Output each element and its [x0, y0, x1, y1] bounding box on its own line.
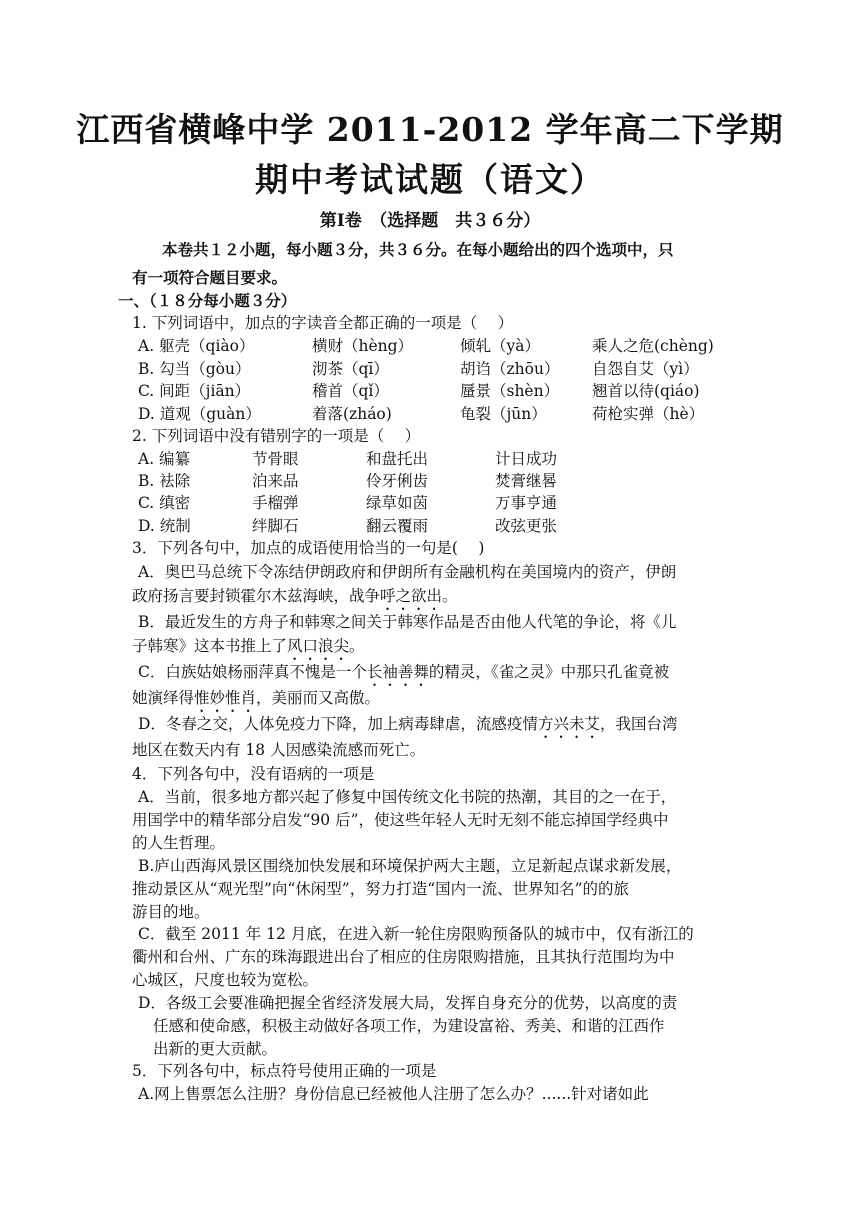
q4-option-c-line2: 衢州和台州、广东的珠海跟进出台了相应的住房限购措施，且其执行范围均为中 — [132, 948, 675, 966]
q3-option-d-line1: D．冬春之交，人体免疫力下降，加上病毒肆虐，流感疫情方兴未艾，我国台湾 — [138, 715, 678, 733]
q2-option-b-1: B. 袪除 — [138, 472, 191, 490]
q1-option-c-4: 翘首以待(qiáo) — [592, 382, 700, 400]
q2-option-c-4: 万事亨通 — [495, 494, 558, 512]
q1-option-b-3: 胡诌（zhōu） — [460, 360, 560, 378]
q1-option-c-1: C. 间距（jiān） — [138, 382, 251, 400]
q4-option-d-line3: 出新的更大贡献。 — [153, 1040, 278, 1058]
q3-option-a-line2: 政府扬言要封锁霍尔木兹海峡，战争呼之欲出。 — [132, 587, 458, 605]
instructions-line1: 本卷共１２小题，每小题３分，共３６分。在每小题给出的四个选项中，只 — [162, 240, 674, 259]
q2-option-b-2: 泊来品 — [252, 472, 299, 490]
exam-title-line2: 期中考试试题（语文） — [255, 160, 605, 199]
q3-option-c-line1: C．白族姑娘杨丽萍真不愧是一个长袖善舞的精灵，《雀之灵》中那只孔雀竟被 — [138, 663, 670, 681]
q2-option-d-2: 绊脚石 — [252, 517, 299, 535]
exam-title-line1: 江西省横峰中学 2011-2012 学年高二下学期 — [76, 110, 784, 149]
q1-option-b-4: 自怨自艾（yì） — [592, 360, 699, 378]
question-4-stem: 4．下列各句中，没有语病的一项是 — [132, 765, 375, 783]
dotted-idiom: 风口浪尖 — [287, 637, 350, 655]
q2-option-d-1: D. 统制 — [138, 517, 191, 535]
dotted-idiom: 惟妙惟肖 — [194, 689, 257, 707]
question-2-stem: 2. 下列词语中没有错别字的一项是（ ） — [132, 427, 421, 445]
q4-option-c-line1: C．截至 2011 年 12 月底，在进入新一轮住房限购预备队的城市中，仅有浙江的 — [138, 925, 694, 943]
q2-option-a-1: A. 编纂 — [138, 450, 191, 468]
q3-option-b-line1: B．最近发生的方舟子和韩寒之间关于韩寒作品是否由他人代笔的争论，将《儿 — [138, 613, 677, 631]
q2-option-a-4: 计日成功 — [495, 450, 558, 468]
q1-option-b-1: B. 勾当（gòu） — [138, 360, 251, 378]
section-heading: 第Ⅰ卷 （选择题 共３６分） — [319, 211, 541, 231]
q4-option-c-line3: 心城区，尺度也较为宽松。 — [132, 971, 319, 989]
q2-option-d-3: 翻云覆雨 — [366, 517, 429, 535]
q2-option-c-1: C. 缜密 — [138, 494, 191, 512]
q3-option-b-line2: 子韩寒》这本书推上了风口浪尖。 — [132, 637, 365, 655]
question-1-stem: 1. 下列词语中，加点的字读音全都正确的一项是（ ） — [132, 314, 514, 332]
q3-option-c-line2: 她演绎得惟妙惟肖，美丽而又高傲。 — [132, 689, 381, 707]
q1-option-d-3: 龟裂（jūn） — [460, 405, 547, 423]
q1-option-d-2: 着落(zháo) — [312, 405, 392, 423]
dotted-idiom: 呼之欲出 — [380, 587, 443, 605]
q1-option-a-3: 倾轧（yà） — [460, 337, 540, 355]
q2-option-b-3: 伶牙俐齿 — [366, 472, 429, 490]
instructions-line2: 有一项符合题目要求。 — [132, 268, 288, 287]
q1-option-a-4: 乘人之危(chèng) — [592, 337, 714, 355]
q1-option-d-1: D. 道观（guàn） — [138, 405, 261, 423]
q1-option-a-2: 横财（hèng） — [312, 337, 414, 355]
q4-option-d-line1: D．各级工会要准确把握全省经济发展大局，发挥自身充分的优势，以高度的责 — [138, 994, 678, 1012]
q2-option-a-2: 节骨眼 — [252, 450, 299, 468]
q1-option-d-4: 荷枪实弹（hè） — [592, 405, 705, 423]
q4-option-a-line3: 的人生哲理。 — [132, 834, 226, 852]
q1-option-b-2: 沏茶（qī） — [312, 360, 389, 378]
q2-option-c-3: 绿草如茵 — [366, 494, 429, 512]
q4-option-a-line1: A．当前，很多地方都兴起了修复中国传统文化书院的热潮，其目的之一在于， — [138, 788, 677, 806]
q5-option-a-line1: A.网上售票怎么注册？身份信息已经被他人注册了怎么办？......针对诸如此 — [138, 1085, 649, 1103]
q4-option-d-line2: 任感和使命感，积极主动做好各项工作，为建设富裕、秀美、和谐的江西作 — [153, 1017, 665, 1035]
q2-option-a-3: 和盘托出 — [366, 450, 429, 468]
dotted-idiom: 方兴未艾 — [537, 715, 600, 733]
q2-option-d-4: 改弦更张 — [495, 517, 558, 535]
dotted-idiom: 长袖善舞 — [366, 663, 429, 681]
q1-option-c-2: 稽首（qǐ） — [312, 382, 389, 400]
q1-option-a-1: A. 躯壳（qiào） — [138, 337, 255, 355]
q4-option-a-line2: 用国学中的精华部分启发“90 后”，使这些年轻人无时无刻不能忘掉国学经典中 — [132, 811, 669, 829]
q4-option-b-line3: 游目的地。 — [132, 903, 210, 921]
q3-option-d-line2: 地区在数天内有 18 人因感染流感而死亡。 — [132, 741, 426, 759]
q1-option-c-3: 蜃景（shèn） — [460, 382, 560, 400]
q4-option-b-line2: 推动景区从“观光型”向“休闲型”，努力打造“国内一流、世界知名”的的旅 — [132, 880, 630, 898]
part-one-heading: 一、（１８分每小题３分） — [118, 291, 297, 310]
q3-option-a-line1: A．奥巴马总统下令冻结伊朗政府和伊朗所有金融机构在美国境内的资产，伊朗 — [138, 563, 677, 581]
q2-option-b-4: 焚膏继晷 — [495, 472, 558, 490]
q2-option-c-2: 手榴弹 — [252, 494, 299, 512]
question-3-stem: 3．下列各句中，加点的成语使用恰当的一句是( ) — [132, 539, 485, 557]
question-5-stem: 5．下列各句中，标点符号使用正确的一项是 — [132, 1062, 437, 1080]
q4-option-b-line1: B.庐山西海风景区围绕加快发展和环境保护两大主题，立足新起点谋求新发展， — [138, 857, 682, 875]
